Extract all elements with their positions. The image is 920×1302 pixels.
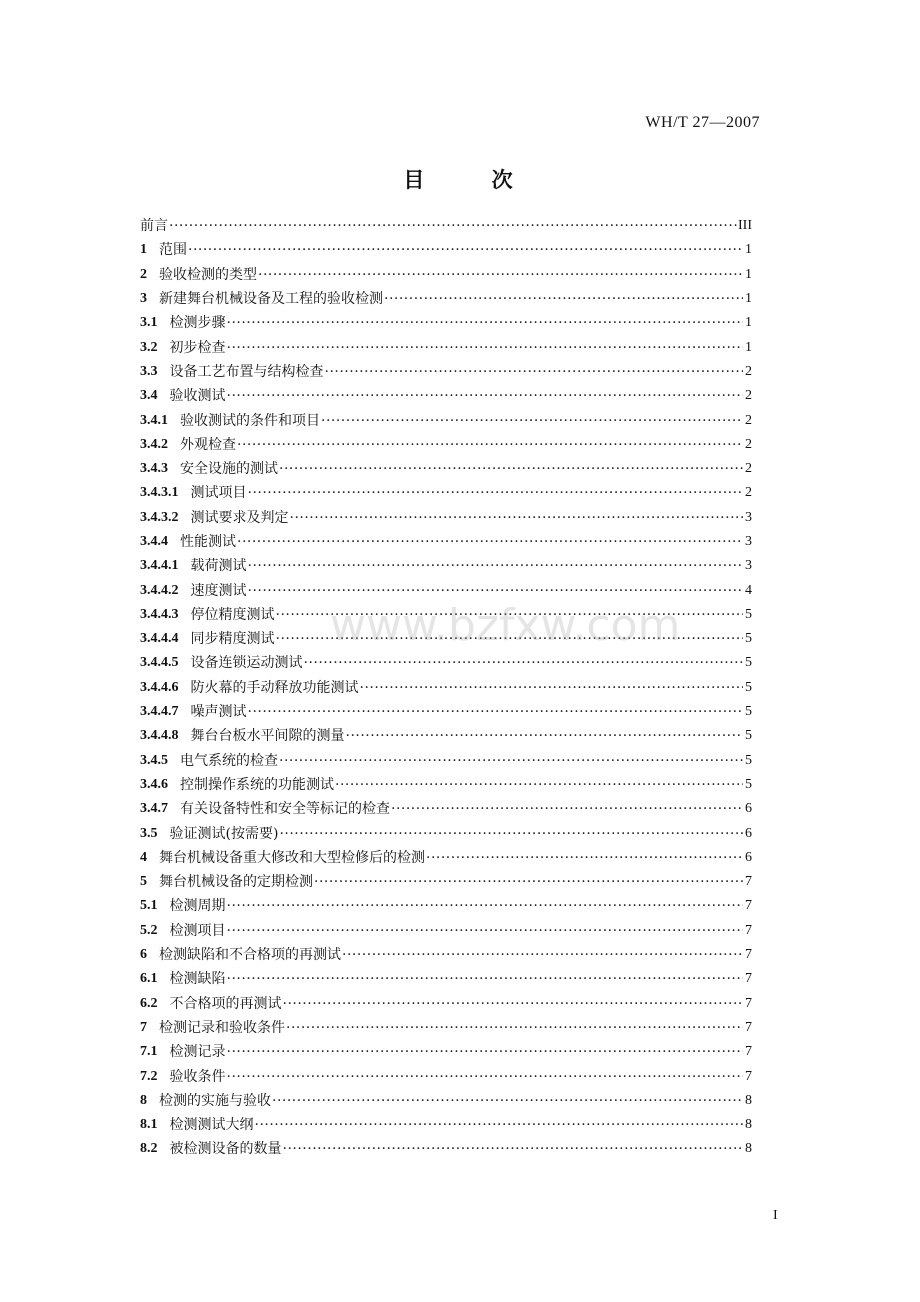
toc-entry-number: 7.1 bbox=[140, 1044, 158, 1060]
toc-leader-dots bbox=[360, 676, 744, 700]
toc-entry-number: 5.2 bbox=[140, 922, 158, 938]
toc-entry-title: 外观检查 bbox=[180, 436, 236, 453]
toc-entry-title: 测试项目 bbox=[190, 485, 247, 502]
toc-entry-page: 5 bbox=[745, 655, 752, 671]
toc-entry-title: 被检测设备的数量 bbox=[169, 1141, 282, 1158]
toc-entry-page: 7 bbox=[745, 971, 752, 987]
toc-entry-title: 检测缺陷和不合格项的再测试 bbox=[159, 947, 341, 964]
toc-entry-title: 安全设施的测试 bbox=[180, 461, 278, 478]
toc-leader-dots bbox=[346, 724, 744, 748]
toc-entry-number: 3.4.4.3 bbox=[140, 606, 179, 622]
toc-leader-dots bbox=[237, 433, 743, 457]
toc-entry-page: 2 bbox=[745, 485, 752, 501]
toc-entry-title: 设备连锁运动测试 bbox=[190, 655, 303, 672]
toc-entry-page: 5 bbox=[745, 704, 752, 720]
toc-leader-dots bbox=[286, 1016, 743, 1040]
toc-entry-page: 7 bbox=[745, 922, 752, 938]
toc-leader-dots bbox=[276, 627, 744, 651]
toc-entry-page: 6 bbox=[745, 801, 752, 817]
toc-entry[interactable] bbox=[140, 433, 752, 457]
toc-entry-page: 6 bbox=[745, 849, 752, 865]
toc-leader-dots bbox=[314, 870, 743, 894]
toc-entry[interactable] bbox=[140, 1137, 752, 1161]
toc-entry-number: 6.2 bbox=[140, 995, 158, 1011]
toc-entry-page: 7 bbox=[745, 995, 752, 1011]
toc-entry[interactable] bbox=[140, 894, 752, 918]
toc-entry[interactable] bbox=[140, 481, 752, 505]
toc-entry-title: 检测周期 bbox=[169, 898, 226, 915]
toc-entry[interactable] bbox=[140, 263, 752, 287]
toc-entry-number: 5.1 bbox=[140, 898, 158, 914]
toc-entry[interactable] bbox=[140, 554, 752, 578]
toc-entry-number: 3.4.4.8 bbox=[140, 728, 179, 744]
toc-entry-number: 3.4.6 bbox=[140, 776, 168, 792]
toc-entry-page: 8 bbox=[745, 1141, 752, 1157]
page-title: 目 次 bbox=[403, 167, 543, 192]
toc-entry[interactable] bbox=[140, 676, 752, 700]
toc-entry-page: 5 bbox=[745, 679, 752, 695]
toc-entry-number: 3.1 bbox=[140, 315, 158, 331]
toc-entry-number: 8.2 bbox=[140, 1141, 158, 1157]
toc-entry[interactable] bbox=[140, 335, 752, 359]
toc-entry[interactable] bbox=[140, 749, 752, 773]
toc-entry-title: 验证测试(按需要) bbox=[169, 825, 279, 842]
toc-entry-page: 5 bbox=[745, 631, 752, 647]
toc-leader-dots bbox=[279, 457, 743, 481]
toc-entry-title: 防火幕的手动释放功能测试 bbox=[190, 679, 359, 696]
toc-entry-title: 舞台机械设备重大修改和大型检修后的检测 bbox=[159, 849, 425, 866]
toc-entry-page: 5 bbox=[745, 728, 752, 744]
toc-leader-dots bbox=[272, 1089, 743, 1113]
toc-entry-title: 检测记录和验收条件 bbox=[159, 1019, 285, 1036]
toc-leader-dots bbox=[342, 943, 743, 967]
toc-entry[interactable] bbox=[140, 846, 752, 870]
toc-leader-dots bbox=[279, 822, 743, 846]
toc-entry-title: 验收条件 bbox=[169, 1068, 226, 1085]
toc-entry-page: 8 bbox=[745, 1117, 752, 1133]
toc-entry-number: 3 bbox=[140, 291, 147, 307]
toc-entry-page: 5 bbox=[745, 776, 752, 792]
toc-entry-page: 1 bbox=[745, 315, 752, 331]
toc-entry[interactable] bbox=[140, 773, 752, 797]
toc-entry-title: 不合格项的再测试 bbox=[169, 995, 282, 1012]
toc-leader-dots bbox=[248, 700, 744, 724]
toc-leader-dots bbox=[237, 530, 743, 554]
toc-entry-page: 8 bbox=[745, 1092, 752, 1108]
toc-entry-page: 1 bbox=[745, 291, 752, 307]
toc-entry-title: 验收检测的类型 bbox=[159, 266, 257, 283]
toc-entry-number: 2 bbox=[140, 266, 147, 282]
toc-entry[interactable] bbox=[140, 700, 752, 724]
toc-entry-number: 5 bbox=[140, 874, 147, 890]
toc-entry-number: 3.4 bbox=[140, 388, 158, 404]
toc-entry[interactable] bbox=[140, 408, 752, 432]
toc-entry[interactable] bbox=[140, 603, 752, 627]
toc-leader-dots bbox=[290, 506, 744, 530]
toc-leader-dots bbox=[227, 1040, 744, 1064]
toc-leader-dots bbox=[227, 894, 744, 918]
toc-entry-number: 3.4.4.1 bbox=[140, 558, 179, 574]
toc-entry[interactable] bbox=[140, 821, 752, 845]
toc-leader-dots bbox=[384, 287, 743, 311]
toc-entry[interactable] bbox=[140, 627, 752, 651]
toc-entry-page: 3 bbox=[745, 558, 752, 574]
toc-entry-title: 前言 bbox=[140, 218, 168, 235]
toc-entry-number: 3.4.4.5 bbox=[140, 655, 179, 671]
toc-leader-dots bbox=[227, 336, 744, 360]
toc-entry-title: 检测项目 bbox=[169, 922, 226, 939]
toc-entry-title: 检测的实施与验收 bbox=[159, 1092, 271, 1109]
toc-entry-title: 新建舞台机械设备及工程的验收检测 bbox=[159, 291, 383, 308]
toc-entry-number: 3.4.2 bbox=[140, 436, 168, 452]
toc-entry-title: 检测测试大纲 bbox=[169, 1117, 254, 1134]
watermark: www.bzfxw.com bbox=[330, 600, 681, 651]
toc-entry-number: 4 bbox=[140, 849, 147, 865]
toc-entry-page: 2 bbox=[745, 461, 752, 477]
toc-entry-number: 3.3 bbox=[140, 363, 158, 379]
toc-entry-number: 3.4.4.4 bbox=[140, 631, 179, 647]
toc-entry-page: III bbox=[738, 218, 752, 234]
toc-entry[interactable] bbox=[140, 943, 752, 967]
toc-leader-dots bbox=[227, 967, 744, 991]
toc-leader-dots bbox=[227, 1065, 744, 1089]
toc-entry-page: 1 bbox=[745, 242, 752, 258]
toc-entry-number: 8.1 bbox=[140, 1117, 158, 1133]
toc-leader-dots bbox=[276, 603, 744, 627]
toc-entry-page: 7 bbox=[745, 874, 752, 890]
toc-entry-title: 停位精度测试 bbox=[190, 606, 275, 623]
toc-entry[interactable] bbox=[140, 578, 752, 602]
toc-leader-dots bbox=[283, 1137, 744, 1161]
toc-entry-title: 检测步骤 bbox=[169, 315, 226, 332]
toc-entry-title: 初步检查 bbox=[169, 339, 226, 356]
toc-entry[interactable] bbox=[140, 797, 752, 821]
toc-entry[interactable] bbox=[140, 214, 752, 238]
toc-entry-page: 2 bbox=[745, 363, 752, 379]
toc-entry[interactable] bbox=[140, 506, 752, 530]
toc-entry-number: 3.4.7 bbox=[140, 801, 168, 817]
toc-entry-page: 2 bbox=[745, 436, 752, 452]
toc-leader-dots bbox=[248, 579, 744, 603]
toc-leader-dots bbox=[325, 360, 744, 384]
toc-entry-number: 3.5 bbox=[140, 825, 158, 841]
toc-entry-page: 3 bbox=[745, 534, 752, 549]
toc-leader-dots bbox=[169, 214, 737, 238]
toc-entry-number: 3.4.5 bbox=[140, 752, 168, 768]
toc-entry[interactable] bbox=[140, 457, 752, 481]
toc-entry-page: 6 bbox=[745, 825, 752, 841]
toc-entry-number: 3.2 bbox=[140, 339, 158, 355]
toc-entry-page: 7 bbox=[745, 947, 752, 963]
toc-leader-dots bbox=[248, 554, 744, 578]
toc-leader-dots bbox=[227, 919, 744, 943]
toc-entry-number: 7.2 bbox=[140, 1068, 158, 1084]
toc-entry[interactable] bbox=[140, 1089, 752, 1113]
toc-entry-number: 3.4.4 bbox=[140, 534, 168, 549]
toc-entry-page: 7 bbox=[745, 1019, 752, 1035]
toc-entry[interactable] bbox=[140, 1064, 752, 1088]
toc-entry-title: 范围 bbox=[159, 242, 187, 259]
toc-entry[interactable] bbox=[140, 870, 752, 894]
toc-entry-number: 7 bbox=[140, 1019, 147, 1035]
toc-entry-title: 舞台机械设备的定期检测 bbox=[159, 874, 313, 891]
toc-leader-dots bbox=[258, 263, 743, 287]
toc-entry-page: 5 bbox=[745, 606, 752, 622]
page-number: I bbox=[773, 1208, 778, 1223]
toc-entry-number: 3.4.3.1 bbox=[140, 485, 179, 501]
toc-entry-page: 1 bbox=[745, 266, 752, 282]
toc-entry-title: 有关设备特性和安全等标记的检查 bbox=[180, 801, 390, 818]
toc-entry-title: 性能测试 bbox=[180, 534, 236, 550]
toc-entry-title: 舞台台板水平间隙的测量 bbox=[190, 728, 345, 745]
toc-entry-number: 3.4.4.6 bbox=[140, 679, 179, 695]
toc-entry[interactable] bbox=[140, 1113, 752, 1137]
toc-entry[interactable] bbox=[140, 287, 752, 311]
toc-entry-title: 测试要求及判定 bbox=[190, 509, 289, 526]
toc-leader-dots bbox=[391, 797, 743, 821]
toc-entry-number: 1 bbox=[140, 242, 147, 258]
toc-leader-dots bbox=[227, 384, 744, 408]
toc-leader-dots bbox=[255, 1113, 744, 1137]
toc-entry[interactable] bbox=[140, 384, 752, 408]
toc-entry[interactable] bbox=[140, 311, 752, 335]
toc-entry-page: 7 bbox=[745, 1044, 752, 1060]
toc-entry-page: 5 bbox=[745, 752, 752, 768]
toc-entry-page: 7 bbox=[745, 1068, 752, 1084]
toc-entry-title: 载荷测试 bbox=[190, 558, 247, 575]
toc-leader-dots bbox=[227, 311, 744, 335]
toc-entry-title: 电气系统的检查 bbox=[180, 752, 278, 769]
toc-entry-number: 3.4.3.2 bbox=[140, 509, 179, 525]
toc-entry[interactable] bbox=[140, 724, 752, 748]
toc-entry[interactable] bbox=[140, 919, 752, 943]
toc-entry-page: 1 bbox=[745, 339, 752, 355]
toc-entry-number: 6.1 bbox=[140, 971, 158, 987]
toc-entry-page: 2 bbox=[745, 388, 752, 404]
toc-entry-number: 3.4.3 bbox=[140, 461, 168, 477]
table-of-contents bbox=[140, 214, 752, 1162]
toc-leader-dots bbox=[335, 773, 743, 797]
toc-entry-number: 3.4.1 bbox=[140, 412, 168, 428]
toc-entry-title: 验收测试的条件和项目 bbox=[180, 412, 320, 429]
toc-entry-title: 同步精度测试 bbox=[190, 631, 275, 648]
toc-entry-page: 3 bbox=[745, 509, 752, 525]
toc-entry[interactable] bbox=[140, 530, 752, 554]
toc-leader-dots bbox=[279, 749, 743, 773]
toc-entry[interactable] bbox=[140, 651, 752, 675]
toc-entry[interactable] bbox=[140, 992, 752, 1016]
toc-entry[interactable] bbox=[140, 360, 752, 384]
toc-entry[interactable] bbox=[140, 1040, 752, 1064]
toc-entry-title: 噪声测试 bbox=[190, 704, 247, 721]
document-code: WH/T 27—2007 bbox=[645, 114, 760, 131]
toc-entry-page: 7 bbox=[745, 898, 752, 914]
toc-entry-page: 2 bbox=[745, 412, 752, 428]
toc-leader-dots bbox=[188, 238, 743, 262]
toc-entry-number: 3.4.4.2 bbox=[140, 582, 179, 598]
toc-leader-dots bbox=[426, 846, 743, 870]
toc-entry-title: 检测记录 bbox=[169, 1044, 226, 1061]
toc-leader-dots bbox=[283, 992, 744, 1016]
toc-entry-title: 检测缺陷 bbox=[169, 971, 226, 988]
toc-entry-title: 验收测试 bbox=[169, 388, 226, 405]
toc-entry-title: 控制操作系统的功能测试 bbox=[180, 776, 334, 793]
toc-entry-number: 3.4.4.7 bbox=[140, 704, 179, 720]
toc-leader-dots bbox=[248, 481, 744, 505]
toc-entry-title: 设备工艺布置与结构检查 bbox=[169, 363, 324, 380]
toc-entry[interactable] bbox=[140, 1016, 752, 1040]
toc-leader-dots bbox=[321, 409, 743, 433]
toc-entry-number: 6 bbox=[140, 947, 147, 963]
toc-entry-number: 8 bbox=[140, 1092, 147, 1108]
toc-entry[interactable] bbox=[140, 238, 752, 262]
toc-entry-page: 4 bbox=[745, 582, 752, 598]
toc-entry-title: 速度测试 bbox=[190, 582, 247, 599]
toc-leader-dots bbox=[304, 651, 744, 675]
toc-entry[interactable] bbox=[140, 967, 752, 991]
